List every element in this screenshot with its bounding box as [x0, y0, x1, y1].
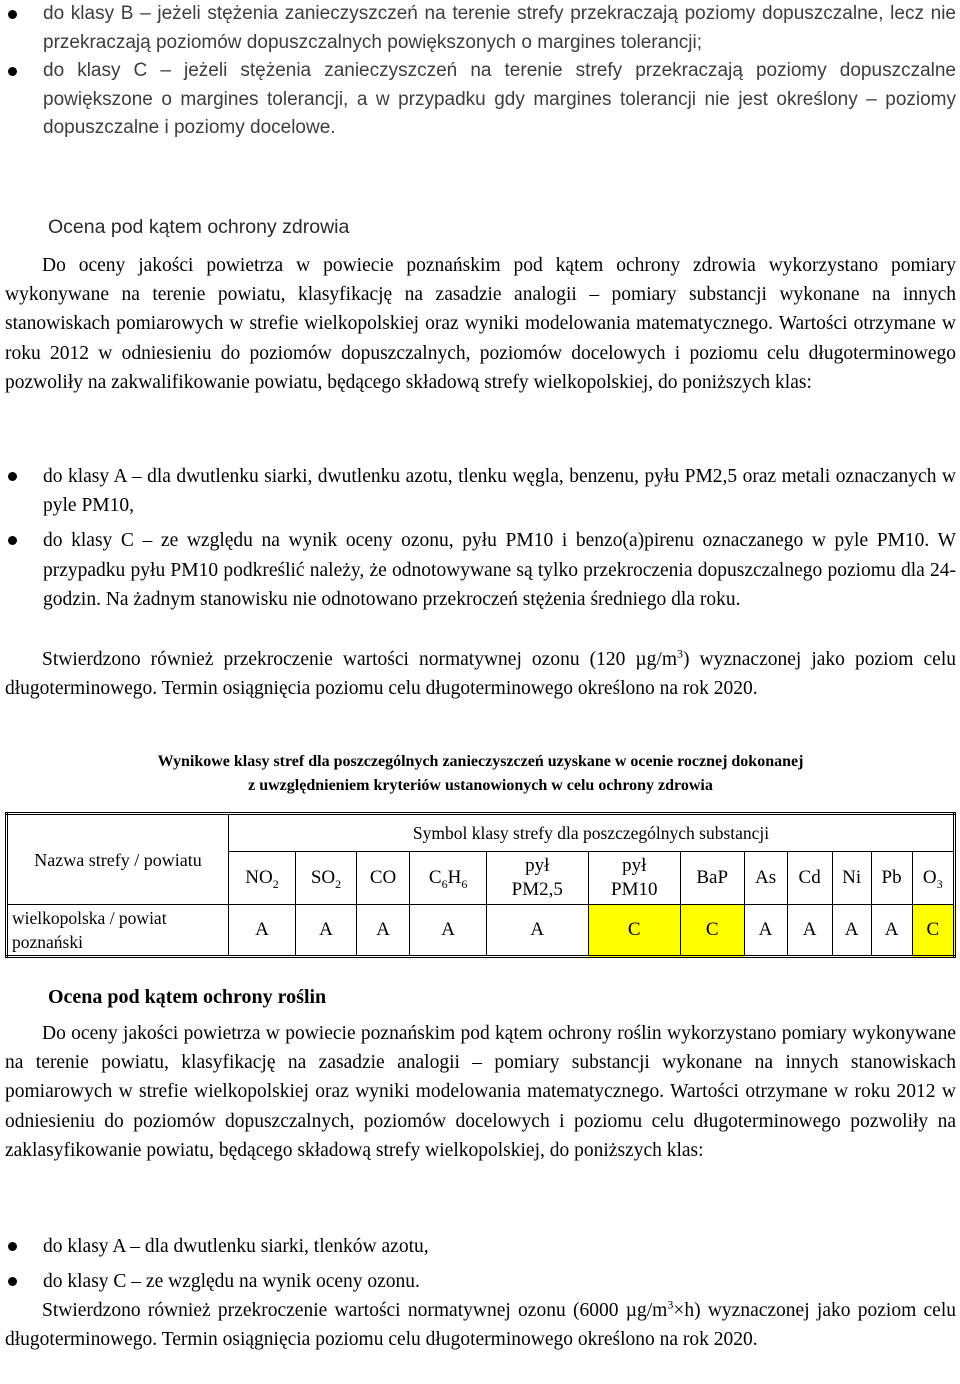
- class-cell-highlighted: C: [588, 905, 680, 957]
- health-intro-paragraph: Do oceny jakości powietrza w powiecie poznańskim pod kątem ochrony zdrowia wykorzystano pomiary wykonywane na terenie powiatu, klasyfikację na zasadzie analogii – pomiary substancji wykonane na innych stanowiskach pomiarowych w strefie wielkopolskiej oraz wyniki modelowania matematycznego. Wartości otrzymane w roku 2012 w odniesieniu do poziomów dopuszczalnych, poziomów docelowych i poziomu celu długoterminowego pozwoliły na zakwalifikowanie powiatu, będącego składową strefy wielkopolskiej, do poniższych klas:: [5, 255, 956, 393]
- list-item: [8, 462, 956, 520]
- class-cell: A: [787, 905, 832, 957]
- substance-header-pb: Pb: [871, 852, 912, 905]
- bullet-icon: [8, 536, 17, 545]
- class-cell: A: [410, 905, 487, 957]
- list-item-text: do klasy A – dla dwutlenku siarki, dwutlenku azotu, tlenku węgla, benzenu, pyłu PM2,5 oraz metali oznaczanych w pyle PM10,: [43, 466, 956, 517]
- list-item-text: do klasy B – jeżeli stężenia zanieczyszczeń na terenie strefy przekraczają poziomy dopuszczalne, lecz nie przekraczają poziomów dopuszczalnych powiększonych o margines tolerancji;: [43, 3, 956, 53]
- list-item: [8, 526, 956, 614]
- class-cell: A: [229, 905, 296, 957]
- closing-text-end: ×h) wyznaczonej jako poziom celu długoterminowego. Termin osiągnięcia poziomu celu długoterminowego określono na rok 2020.: [5, 1300, 956, 1351]
- class-cell: A: [744, 905, 787, 957]
- list-item: [8, 57, 956, 143]
- class-cell: A: [356, 905, 409, 957]
- class-cell: A: [832, 905, 871, 957]
- substance-header-bap: BaP: [680, 852, 744, 905]
- class-definition-list: [8, 0, 956, 143]
- list-item-text: do klasy C – ze względu na wynik oceny ozonu.: [43, 1271, 420, 1293]
- substance-header-as: As: [744, 852, 787, 905]
- health-closing-paragraph: [5, 645, 956, 703]
- closing-text: Stwierdzono również przekroczenie wartości normatywnej ozonu (120 µg/m: [42, 649, 677, 670]
- table-header-row: [7, 814, 955, 852]
- list-item: [8, 1267, 956, 1296]
- section-heading-health: Ocena pod kątem ochrony zdrowia: [48, 216, 350, 238]
- list-item: [8, 0, 956, 57]
- substance-header-so2: $SO_2$: [296, 852, 357, 905]
- substance-header-c6h6: $C_6H_6$: [410, 852, 487, 905]
- substance-header-cd: Cd: [787, 852, 832, 905]
- list-item: [8, 1232, 956, 1261]
- substance-header-pm10: pył PM10: [588, 852, 680, 905]
- substance-header-pm25: pył PM2,5: [486, 852, 588, 905]
- unit-superscript: 3: [667, 1297, 674, 1312]
- closing-text-end: ) wyznaczonej jako poziom celu długoterminowego. Termin osiągnięcia poziomu celu długoterminowego określono na rok 2020.: [5, 649, 956, 700]
- class-cell: A: [871, 905, 912, 957]
- zone-name-header: Nazwa strefy / powiatu: [7, 814, 229, 905]
- section-heading-plants: Ocena pod kątem ochrony roślin: [48, 986, 327, 1008]
- bullet-icon: [8, 472, 17, 481]
- substance-header-no2: $NO_2$: [229, 852, 296, 905]
- list-item-text: do klasy A – dla dwutlenku siarki, tlenków azotu,: [43, 1236, 429, 1257]
- table-caption-line: Wynikowe klasy stref dla poszczególnych zanieczyszczeń uzyskane w ocenie rocznej dokonanej: [157, 753, 804, 770]
- bullet-icon: [8, 67, 17, 76]
- table-caption-line: z uwzględnieniem kryteriów ustanowionych w celu ochrony zdrowia: [248, 777, 713, 794]
- list-item-text: do klasy C – jeżeli stężenia zanieczyszczeń na terenie strefy przekraczają poziomy dopuszczalne powiększone o margines tolerancji, a w przypadku gdy margines tolerancji nie jest określony – poziomy dopuszczalne i poziomy docelowe.: [43, 60, 956, 138]
- plants-closing-paragraph: [5, 1296, 956, 1354]
- class-cell-highlighted: C: [912, 905, 954, 957]
- table-caption: [5, 750, 956, 798]
- class-cell-highlighted: C: [680, 905, 744, 957]
- class-cell: A: [486, 905, 588, 957]
- unit-superscript: 3: [676, 646, 683, 661]
- substance-header-co: CO: [356, 852, 409, 905]
- substance-header-o3: $O_3$: [912, 852, 954, 905]
- health-class-list: [8, 462, 956, 614]
- list-item-text: do klasy C – ze względu na wynik oceny ozonu, pyłu PM10 i benzo(a)pirenu oznaczanego w pyle PM10. W przypadku pyłu PM10 podkreślić należy, że odnotowywane są tylko przekroczenia dopuszczalnego poziomu dla 24-godzin. Na żadnym stanowisku nie odnotowano przekroczeń stężenia średniego dla roku.: [43, 530, 956, 610]
- bullet-icon: [8, 1242, 17, 1251]
- plants-intro-paragraph: Do oceny jakości powietrza w powiecie poznańskim pod kątem ochrony roślin wykorzystano pomiary wykonywane na terenie powiatu, klasyfikację na zasadzie analogii – pomiary substancji wykonane na innych stanowiskach pomiarowych w strefie wielkopolskiej oraz wyniki modelowania matematycznego. Wartości otrzymane w roku 2012 w odniesieniu do poziomów dopuszczalnych, poziomów docelowych i poziomu celu długoterminowego pozwoliły na zaklasyfikowanie powiatu, będącego składową strefy wielkopolskiej, do poniższych klas:: [5, 1023, 956, 1161]
- zone-class-table: [5, 812, 956, 958]
- table-row: [7, 905, 955, 957]
- substance-header-ni: Ni: [832, 852, 871, 905]
- closing-text: Stwierdzono również przekroczenie wartości normatywnej ozonu (6000 µg/m: [42, 1300, 668, 1321]
- bullet-icon: [8, 1277, 17, 1286]
- bullet-icon: [8, 10, 17, 19]
- substance-group-header: Symbol klasy strefy dla poszczególnych substancji: [229, 814, 955, 852]
- zone-name-cell: wielkopolska / powiat poznański: [7, 905, 229, 957]
- class-cell: A: [296, 905, 357, 957]
- plants-class-list: [8, 1232, 956, 1296]
